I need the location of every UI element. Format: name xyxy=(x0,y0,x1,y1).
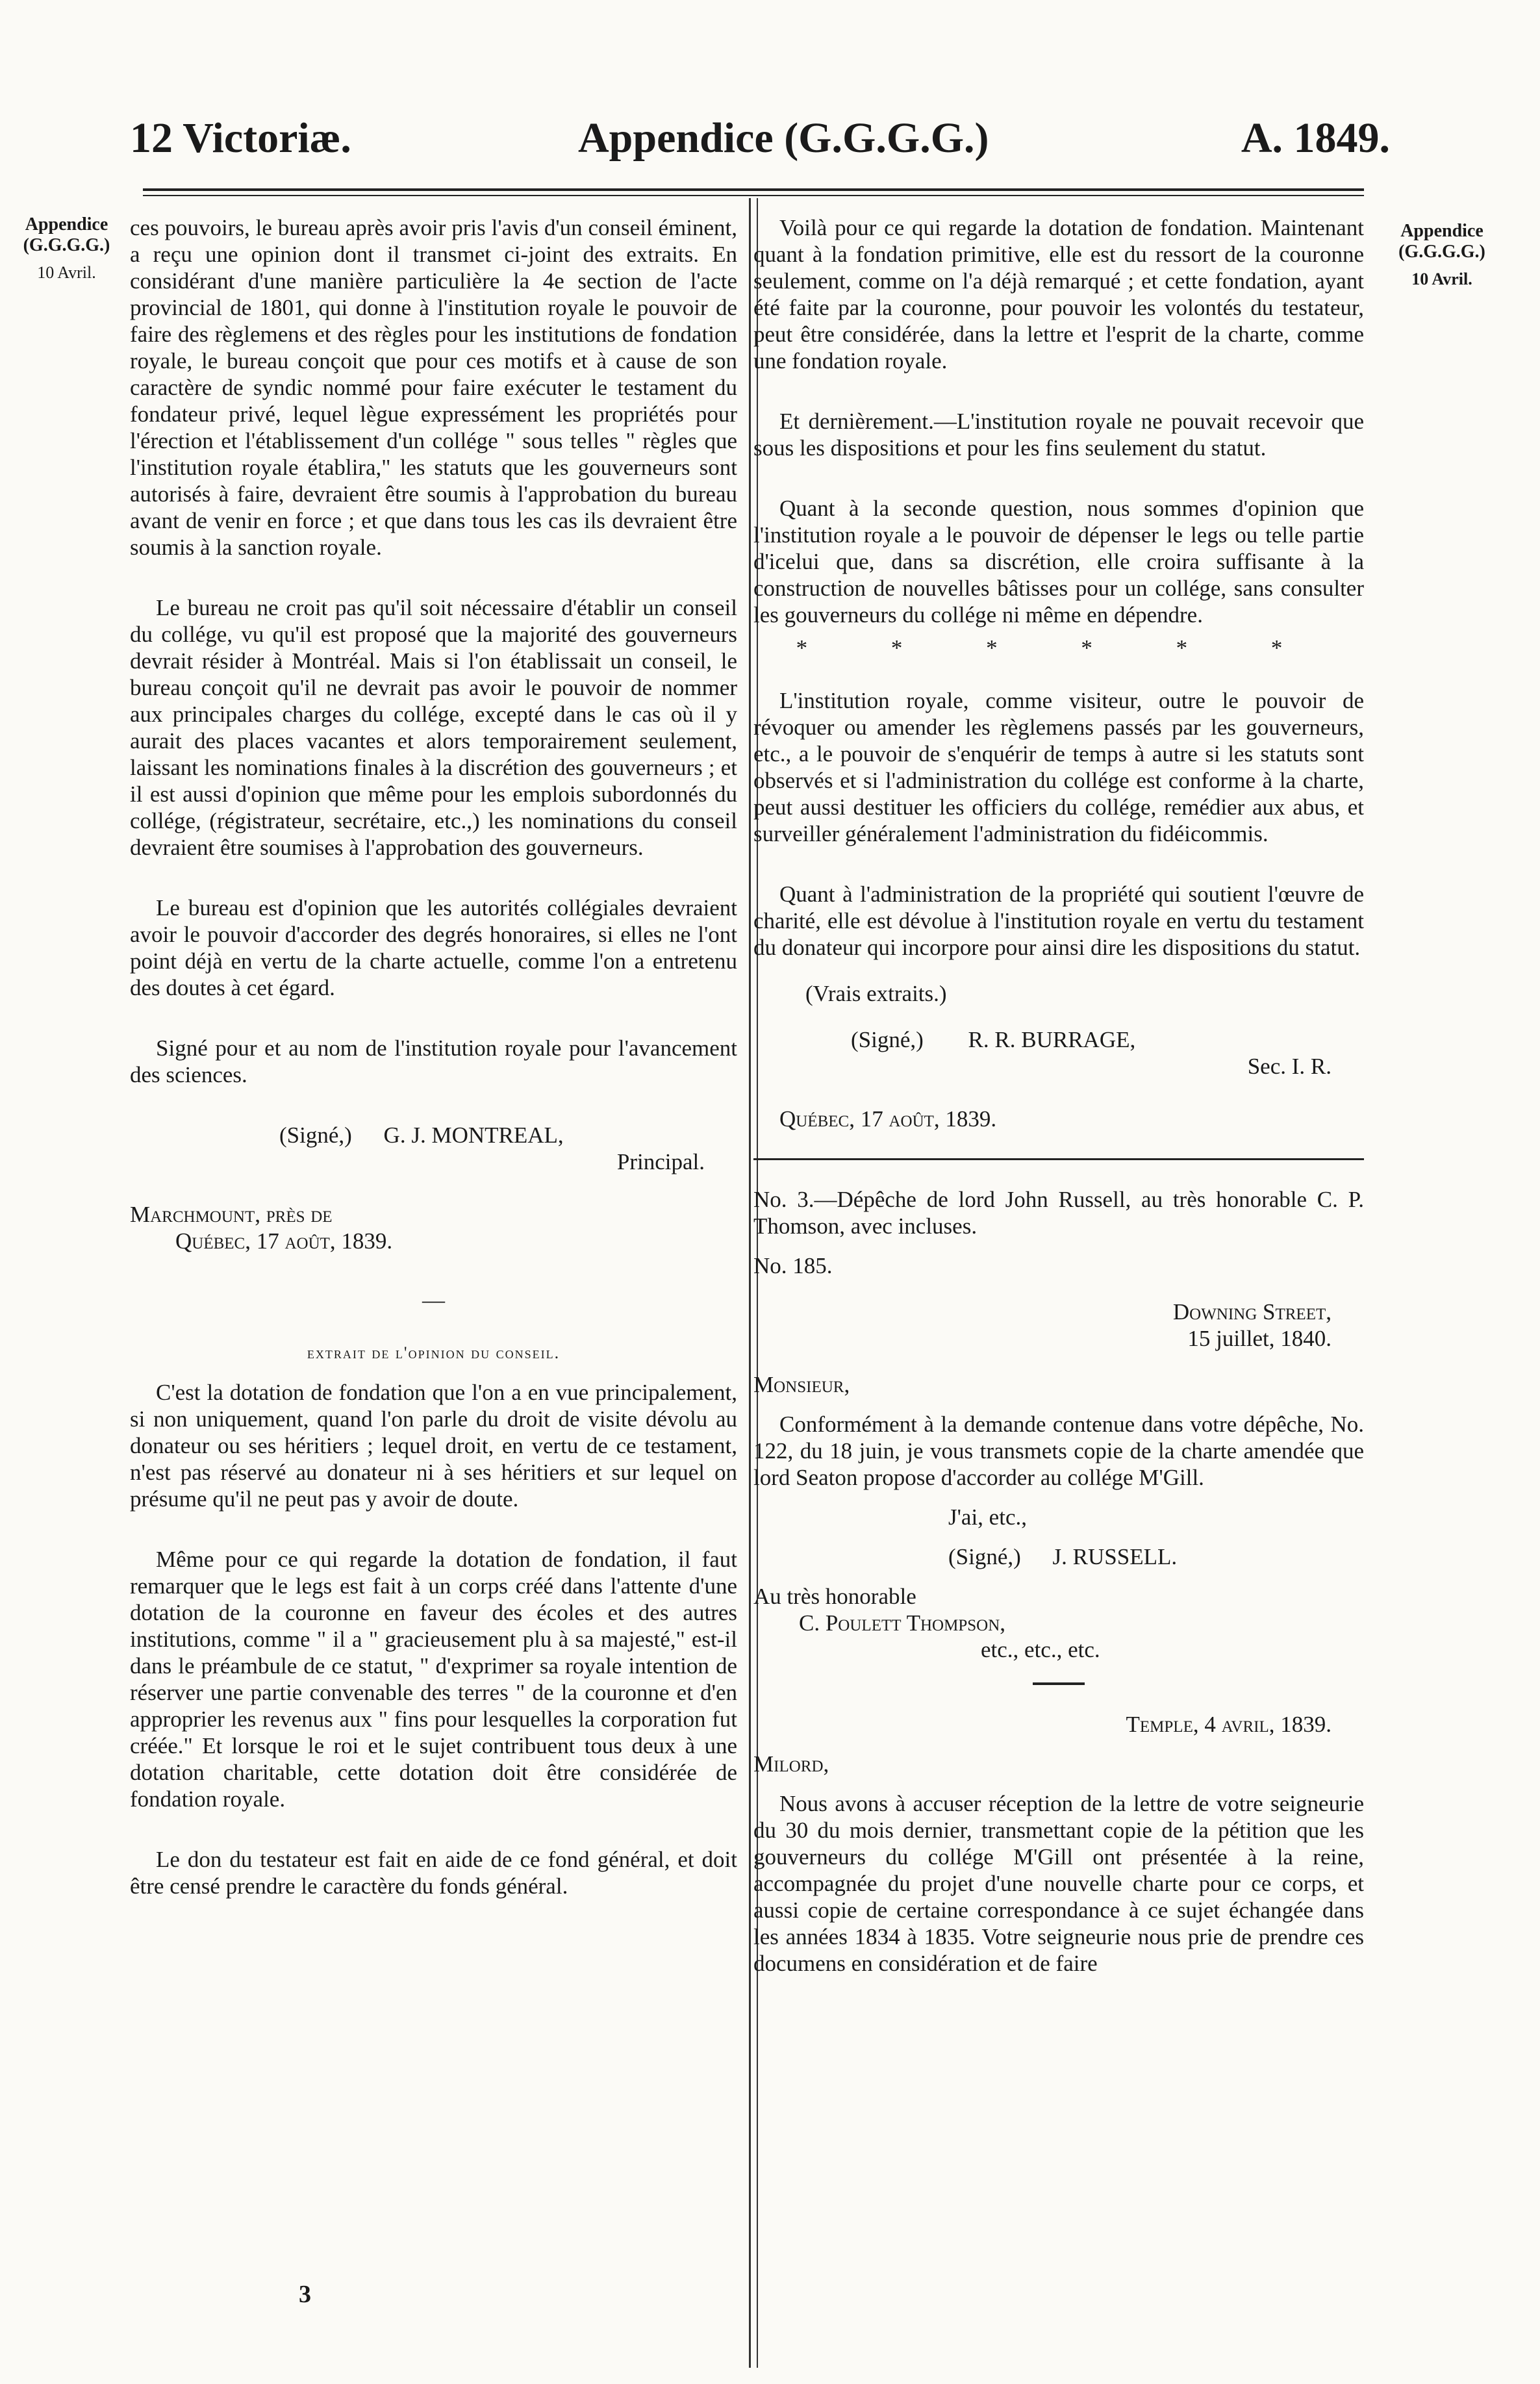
paragraph: Le bureau ne croit pas qu'il soit nécessaire d'établir un conseil du collége, vu qu'il est proposé que la majorité des gouverneurs devrait résider à Montréal. Mais si l'on établissait un conseil, le bureau conçoit qu'il ne devrait pas avoir le pouvoir de nommer aux principales charges du collége, excepté dans le cas où il y aurait des places vacantes et alors temporairement seulement, laissant les nominations finales à la discrétion des gouverneurs ; et il est aussi d'opinion que même pour les emplois subordonnés du collége, (régistrateur, secrétaire, etc.,) les nominations du conseil devraient être soumises à l'approbation des gouverneurs. xyxy=(130,595,737,860)
paragraph: Conformément à la demande contenue dans votre dépêche, No. 122, du 18 juin, je vous transmets copie de la charte amendée que lord Seaton propose d'accorder au collége M'Gill. xyxy=(753,1412,1364,1490)
margin-date: 10 Avril. xyxy=(1411,270,1472,288)
signature-block xyxy=(130,1122,737,1175)
signature-name: G. J. MONTREAL, xyxy=(383,1122,564,1148)
header-rule xyxy=(143,188,1364,191)
signature-title: Sec. I. R. xyxy=(1247,1054,1332,1079)
extract-heading: extrait de l'opinion du conseil. xyxy=(307,1343,561,1362)
paragraph: Et dernièrement.—L'institution royale ne pouvait recevoir que sous les dispositions et pour les fins seulement du statut. xyxy=(753,409,1364,461)
left-column xyxy=(130,214,737,1933)
ellipsis-stars: * * * * * * xyxy=(796,635,1322,661)
date-line: Québec, 17 août, 1839. xyxy=(175,1228,393,1254)
right-margin-note xyxy=(1370,221,1513,290)
paragraph: Quant à l'administration de la propriété qui soutient l'œuvre de charité, elle est dévolue à l'institution royale en vertu du testament du donateur qui incorpore pour ainsi dire les dispositions du statut. xyxy=(753,881,1364,960)
signature-name: J. RUSSELL. xyxy=(1052,1544,1178,1569)
margin-label: Appendice (G.G.G.G.) xyxy=(1398,221,1485,262)
signature-block xyxy=(753,1543,1364,1570)
dispatch-title: No. 3.—Dépêche de lord John Russell, au très honorable C. P. Thomson, avec incluses. xyxy=(753,1187,1364,1239)
signature-label: (Signé,) xyxy=(279,1122,352,1148)
separator-dash: — xyxy=(422,1287,445,1313)
page-header xyxy=(130,114,1390,172)
header-year: A. 1849. xyxy=(1241,114,1390,162)
dispatch-number: No. 185. xyxy=(753,1253,833,1278)
place-line: Temple, 4 avril, 1839. xyxy=(1126,1712,1332,1737)
signature-label: (Signé,) xyxy=(948,1544,1021,1569)
place-line: Marchmount, près de xyxy=(130,1202,333,1227)
header-session: 12 Victoriæ. xyxy=(130,114,351,162)
paragraph: Voilà pour ce qui regarde la dotation de fondation. Maintenant quant à la fondation primitive, elle est du ressort de la couronne seulement, comme on l'a déjà remarqué ; et cette fondation, ayant été faite par la couronne, pour pouvoir les volontés du testateur, peut être considérée, dans la lettre et l'esprit de la charte, comme une fondation royale. xyxy=(753,215,1364,374)
address-line: etc., etc., etc. xyxy=(981,1637,1100,1662)
paragraph: Nous avons à accuser réception de la lettre de votre seigneurie du 30 du mois dernier, transmettant copie de la pétition que les gouverneurs du collége M'Gill ont présentée à la reine, accompagnée du projet d'une nouvelle charte pour ce corps, et aussi copie de certaine correspondance à ce sujet échangée dans les années 1834 à 1835. Votre seigneurie nous prie de prendre ces documens en considération et de faire xyxy=(753,1791,1364,1976)
column-divider xyxy=(749,198,751,2368)
paragraph: Même pour ce qui regarde la dotation de fondation, il faut remarquer que le legs est fait à un corps créé dans l'attente d'une dotation de la couronne en faveur des écoles et des autres institutions, comme " il a " gracieusement plu à sa majesté," est-il dans le préambule de ce statut, " d'exprimer sa royale intention de réserver une partie convenable des terres " de la couronne et d'en approprier les revenus aux " fins pour lesquelles la corporation fut créée." Et lorsque le roi et le sujet contribuent tous deux à une dotation charitable, cette dotation doit être considérée de fondation royale. xyxy=(130,1547,737,1812)
true-extracts: (Vrais extraits.) xyxy=(805,981,947,1006)
signature-block xyxy=(753,1026,1364,1080)
paragraph: Signé pour et au nom de l'institution royale pour l'avancement des sciences. xyxy=(130,1035,737,1087)
left-margin-note xyxy=(3,214,130,283)
paragraph: L'institution royale, comme visiteur, outre le pouvoir de révoquer ou amender les règlemens passés par les gouverneurs, etc., a le pouvoir de s'enquérir de temps à autre si les statuts sont observés et si l'administration du collége est conforme à la charte, peut aussi destituer les officiers du collége, remédier aux abus, et surveiller généralement l'administration du fidéicommis. xyxy=(753,688,1364,846)
paragraph: C'est la dotation de fondation que l'on a en vue principalement, si non uniquement, quand l'on parle du droit de visite dévolu au donateur ou ses héritiers ; lequel droit, en vertu de ce testament, n'est pas réservé au donateur ni à ses héritiers et sur lequel on présume qu'il ne peut pas y avoir de doute. xyxy=(130,1380,737,1512)
signature-label: (Signé,) xyxy=(851,1027,924,1052)
margin-label: Appendice (G.G.G.G.) xyxy=(23,214,110,255)
paragraph: Le don du testateur est fait en aide de ce fond général, et doit être censé prendre le caractère du fonds général. xyxy=(130,1847,737,1899)
separator-rule xyxy=(1033,1682,1085,1685)
salutation: Monsieur, xyxy=(753,1372,850,1397)
place-date xyxy=(130,1201,737,1254)
paragraph: ces pouvoirs, le bureau après avoir pris l'avis d'un conseil éminent, a reçu une opinion dont il transmet ci-joint des extraits. En considérant d'une manière particulière la 4e section de l'acte provincial de 1801, qui donne à l'institution royale le pouvoir de faire des règlemens et des règles pour les institutions de fondation royale, le bureau conçoit que pour ces motifs et à cause de son caractère de syndic nommé pour faire exécuter le testament du fondateur privé, lequel lègue expressément les propriétés pour l'érection et l'établissement d'un collége " sous telles " règles que l'institution royale établira," les statuts que les gouverneurs sont autorisés à faire, devraient être soumis à l'approbation du bureau avant de venir en force ; et que dans tous les cas ils devraient être soumis à la sanction royale. xyxy=(130,215,737,560)
paragraph: Le bureau est d'opinion que les autorités collégiales devraient avoir le pouvoir d'accorder des degrés honoraires, si elles ne l'ont point déjà en vertu de la charte actuelle, comme l'on a entretenu des doutes à cet égard. xyxy=(130,895,737,1000)
signature-title: Principal. xyxy=(616,1149,705,1174)
place-line: Downing Street, xyxy=(1172,1299,1332,1325)
salutation: Milord, xyxy=(753,1751,829,1777)
right-column xyxy=(753,214,1364,2010)
date-line: 15 juillet, 1840. xyxy=(1187,1326,1332,1351)
address-block xyxy=(753,1583,1364,1663)
address-line: Au très honorable xyxy=(753,1584,916,1609)
address-line: C. Poulett Thompson, xyxy=(799,1610,1006,1636)
paragraph: Quant à la seconde question, nous sommes d'opinion que l'institution royale a le pouvoir de dépenser le legs ou telle partie d'icelui que, dans sa discrétion, elle croira suffisante à la construction de nouvelles bâtisses pour un collége, sans consulter les gouverneurs du collége ni même en dépendre. xyxy=(753,496,1364,628)
margin-date: 10 Avril. xyxy=(37,263,96,282)
signature-name: R. R. BURRAGE, xyxy=(968,1027,1136,1052)
header-appendix: Appendice (G.G.G.G.) xyxy=(578,114,989,162)
closing: J'ai, etc., xyxy=(948,1504,1027,1530)
page-number: 3 xyxy=(299,2281,311,2308)
date-line: Québec, 17 août, 1839. xyxy=(779,1106,997,1132)
header-rule-thin xyxy=(143,195,1364,196)
section-rule xyxy=(753,1158,1364,1160)
